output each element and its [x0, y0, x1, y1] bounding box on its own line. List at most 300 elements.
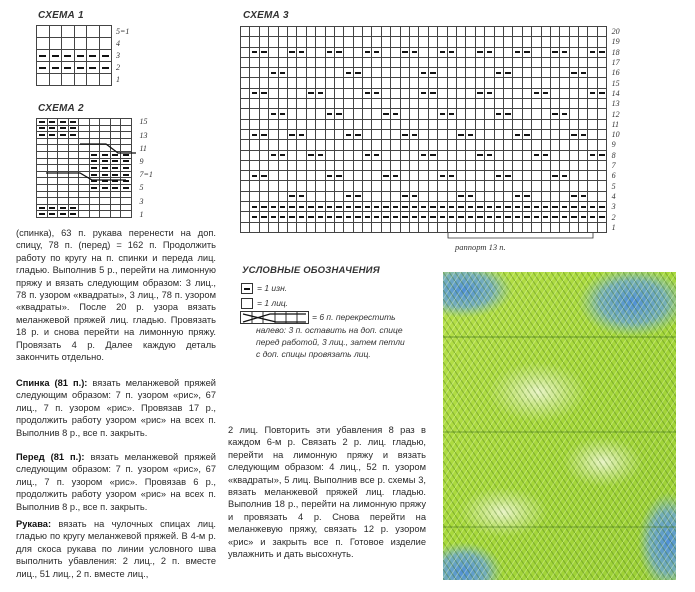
- knit-stitch-cell: [542, 109, 551, 119]
- knit-stitch-cell: [542, 130, 551, 140]
- purl-stitch-cell: [495, 202, 504, 212]
- knit-stitch-cell: [288, 120, 297, 130]
- knit-stitch-cell: [307, 109, 316, 119]
- knit-stitch-cell: [485, 120, 494, 130]
- purl-stitch-cell: [560, 109, 569, 119]
- knit-stitch-cell: [588, 161, 597, 171]
- purl-stitch-cell: [391, 202, 400, 212]
- knit-stitch-cell: [250, 181, 259, 191]
- purl-stitch-cell: [513, 192, 522, 202]
- knit-stitch-cell: [410, 161, 419, 171]
- knit-stitch-cell: [523, 37, 532, 47]
- row-number-label: 18: [611, 47, 620, 57]
- knit-stitch-cell: [542, 140, 551, 150]
- knit-stitch-cell: [513, 181, 522, 191]
- knit-stitch-cell: [307, 192, 316, 202]
- knit-stitch-cell: [476, 140, 485, 150]
- knit-stitch-cell: [438, 89, 447, 99]
- knit-stitch-cell: [513, 37, 522, 47]
- knit-stitch-cell: [354, 37, 363, 47]
- scheme2-title: СХЕМА 2: [38, 103, 84, 114]
- knit-stitch-cell: [401, 68, 410, 78]
- knit-stitch-cell: [307, 181, 316, 191]
- knit-stitch-cell: [419, 130, 428, 140]
- purl-stitch-cell: [372, 151, 381, 161]
- knit-stitch-cell: [410, 151, 419, 161]
- knit-stitch-cell: [372, 181, 381, 191]
- knit-stitch-cell: [241, 48, 250, 58]
- purl-stitch-cell: [476, 151, 485, 161]
- knit-stitch-cell: [570, 140, 579, 150]
- knit-stitch-cell: [335, 78, 344, 88]
- knit-stitch-cell: [457, 58, 466, 68]
- knit-stitch-cell: [372, 192, 381, 202]
- knit-stitch-cell: [532, 140, 541, 150]
- purl-stitch-cell: [466, 202, 475, 212]
- knit-stitch-cell: [382, 68, 391, 78]
- knit-stitch-cell: [457, 78, 466, 88]
- purl-stitch-cell: [326, 202, 335, 212]
- purl-stitch-cell: [419, 212, 428, 222]
- knit-stitch-cell: [476, 109, 485, 119]
- legend-knit-symbol: [241, 298, 253, 309]
- knit-stitch-cell: [75, 74, 88, 86]
- knit-stitch-cell: [438, 130, 447, 140]
- knit-stitch-cell: [391, 120, 400, 130]
- purl-stitch-cell: [438, 171, 447, 181]
- row-number-label: 12: [611, 109, 620, 119]
- legend-purl-text: = 1 изн.: [257, 283, 288, 293]
- purl-stitch-cell: [316, 151, 325, 161]
- knit-stitch-cell: [438, 99, 447, 109]
- knit-stitch-cell: [260, 161, 269, 171]
- purl-stitch-cell: [551, 171, 560, 181]
- knit-stitch-cell: [598, 68, 607, 78]
- knit-stitch-cell: [551, 181, 560, 191]
- knit-stitch-cell: [297, 89, 306, 99]
- knit-stitch-cell: [297, 161, 306, 171]
- knit-stitch-cell: [382, 58, 391, 68]
- knit-stitch-cell: [466, 99, 475, 109]
- purl-stitch-cell: [457, 212, 466, 222]
- purl-stitch-cell: [62, 50, 75, 62]
- purl-stitch-cell: [391, 171, 400, 181]
- row-number-label: 11: [611, 119, 619, 129]
- knit-stitch-cell: [344, 89, 353, 99]
- knit-stitch-cell: [513, 161, 522, 171]
- knit-stitch-cell: [551, 27, 560, 37]
- sleeve-text: вязать на чулочных спицах лиц. гладью по кругу меланжевой пряжей. В 4-м р. для скоса рукава по линии условного шва выполнить убавления: 2 лиц., 2 п. вместе лиц., 51 лиц., 2 п. вместе лиц.,: [16, 519, 216, 579]
- legend-knit-text: = 1 лиц.: [257, 298, 289, 308]
- knit-stitch-cell: [466, 151, 475, 161]
- knit-stitch-cell: [485, 171, 494, 181]
- knit-stitch-cell: [297, 120, 306, 130]
- purl-stitch-cell: [344, 192, 353, 202]
- row-number-label: 7=1: [139, 170, 153, 180]
- knit-stitch-cell: [335, 181, 344, 191]
- knit-stitch-cell: [354, 181, 363, 191]
- knit-stitch-cell: [354, 109, 363, 119]
- knit-stitch-cell: [457, 161, 466, 171]
- knit-stitch-cell: [401, 120, 410, 130]
- knit-stitch-cell: [476, 68, 485, 78]
- purl-stitch-cell: [523, 202, 532, 212]
- knit-stitch-cell: [37, 26, 50, 38]
- knit-stitch-cell: [279, 78, 288, 88]
- back-text: вязать меланжевой пряжей следующим образом: 7 п. узором «рис», 67 лиц., 7 п. узором «рис». Провязав 17 р., продолжить работу узором «рис» на всех п. Выполнив 8 р., все п. закрыть.: [16, 378, 216, 438]
- knit-stitch-cell: [401, 78, 410, 88]
- purl-stitch-cell: [560, 171, 569, 181]
- knit-stitch-cell: [513, 68, 522, 78]
- knit-stitch-cell: [269, 130, 278, 140]
- knit-stitch-cell: [250, 78, 259, 88]
- knit-stitch-cell: [410, 181, 419, 191]
- purl-stitch-cell: [448, 109, 457, 119]
- knit-stitch-cell: [307, 37, 316, 47]
- knit-stitch-cell: [307, 171, 316, 181]
- purl-stitch-cell: [288, 48, 297, 58]
- knit-stitch-cell: [279, 120, 288, 130]
- row-number-label: 11: [139, 143, 147, 153]
- purl-stitch-cell: [344, 130, 353, 140]
- knit-stitch-cell: [532, 109, 541, 119]
- knit-stitch-cell: [260, 120, 269, 130]
- purl-stitch-cell: [307, 89, 316, 99]
- knit-stitch-cell: [438, 181, 447, 191]
- knit-stitch-cell: [438, 68, 447, 78]
- knit-stitch-cell: [260, 37, 269, 47]
- legend-purl-symbol: [241, 283, 253, 294]
- knit-stitch-cell: [551, 161, 560, 171]
- knit-stitch-cell: [344, 140, 353, 150]
- knit-stitch-cell: [560, 140, 569, 150]
- knit-stitch-cell: [504, 37, 513, 47]
- knit-stitch-cell: [307, 99, 316, 109]
- knit-stitch-cell: [326, 120, 335, 130]
- knit-stitch-cell: [269, 120, 278, 130]
- purl-stitch-cell: [513, 130, 522, 140]
- row-number-label: 5=1: [116, 27, 130, 36]
- knit-stitch-cell: [372, 99, 381, 109]
- row-number-label: 9: [139, 156, 144, 166]
- knit-stitch-cell: [250, 68, 259, 78]
- legend-cross-desc-2: перед работой, 3 лиц., затем петли: [256, 337, 405, 347]
- purl-stitch-cell: [87, 62, 100, 74]
- knit-stitch-cell: [532, 120, 541, 130]
- purl-stitch-cell: [513, 202, 522, 212]
- knit-stitch-cell: [495, 58, 504, 68]
- row-number-label: 16: [611, 68, 620, 78]
- purl-stitch-cell: [466, 130, 475, 140]
- knit-stitch-cell: [551, 68, 560, 78]
- knit-stitch-cell: [523, 161, 532, 171]
- purl-stitch-cell: [410, 202, 419, 212]
- row-number-label: 13: [139, 130, 148, 140]
- knit-stitch-cell: [551, 78, 560, 88]
- knit-stitch-cell: [297, 78, 306, 88]
- knit-stitch-cell: [448, 27, 457, 37]
- knit-texture: [443, 272, 676, 580]
- knit-stitch-cell: [513, 171, 522, 181]
- purl-stitch-cell: [485, 89, 494, 99]
- knit-stitch-cell: [372, 78, 381, 88]
- legend-cross-symbol: [240, 311, 310, 325]
- knit-stitch-cell: [476, 27, 485, 37]
- knit-stitch-cell: [410, 27, 419, 37]
- knit-stitch-cell: [382, 181, 391, 191]
- knit-stitch-cell: [382, 120, 391, 130]
- scheme2-cable-lines: [36, 118, 136, 218]
- knit-stitch-cell: [448, 120, 457, 130]
- purl-stitch-cell: [75, 62, 88, 74]
- knit-stitch-cell: [372, 171, 381, 181]
- knit-stitch-cell: [382, 27, 391, 37]
- knit-stitch-cell: [513, 78, 522, 88]
- knit-stitch-cell: [382, 192, 391, 202]
- knit-stitch-cell: [372, 161, 381, 171]
- purl-stitch-cell: [37, 50, 50, 62]
- knit-stitch-cell: [570, 99, 579, 109]
- scheme3-title: СХЕМА 3: [243, 10, 289, 21]
- knit-stitch-cell: [279, 89, 288, 99]
- purl-stitch-cell: [419, 202, 428, 212]
- purl-stitch-cell: [372, 89, 381, 99]
- knit-stitch-cell: [513, 99, 522, 109]
- purl-stitch-cell: [87, 50, 100, 62]
- knit-stitch-cell: [401, 151, 410, 161]
- purl-stitch-cell: [438, 202, 447, 212]
- knit-stitch-cell: [598, 171, 607, 181]
- knit-stitch-cell: [579, 140, 588, 150]
- knit-stitch-cell: [307, 161, 316, 171]
- knit-stitch-cell: [570, 89, 579, 99]
- knit-stitch-cell: [363, 192, 372, 202]
- knit-stitch-cell: [269, 27, 278, 37]
- knit-stitch-cell: [476, 37, 485, 47]
- knit-stitch-cell: [391, 89, 400, 99]
- knit-stitch-cell: [560, 151, 569, 161]
- knit-stitch-cell: [260, 58, 269, 68]
- knit-stitch-cell: [410, 78, 419, 88]
- knit-stitch-cell: [485, 58, 494, 68]
- knit-stitch-cell: [457, 109, 466, 119]
- knit-stitch-cell: [448, 151, 457, 161]
- knit-stitch-cell: [551, 130, 560, 140]
- knit-stitch-cell: [288, 78, 297, 88]
- knit-stitch-cell: [316, 48, 325, 58]
- knit-stitch-cell: [419, 161, 428, 171]
- knit-stitch-cell: [241, 140, 250, 150]
- knit-stitch-cell: [241, 120, 250, 130]
- knit-stitch-cell: [598, 37, 607, 47]
- purl-stitch-cell: [354, 212, 363, 222]
- knit-stitch-cell: [542, 161, 551, 171]
- purl-stitch-cell: [438, 48, 447, 58]
- purl-stitch-cell: [363, 48, 372, 58]
- legend-cross-desc-1: налево: 3 п. оставить на доп. спице: [256, 325, 403, 335]
- knit-stitch-cell: [250, 109, 259, 119]
- knit-stitch-cell: [570, 78, 579, 88]
- purl-stitch-cell: [579, 68, 588, 78]
- knit-stitch-cell: [401, 37, 410, 47]
- purl-stitch-cell: [344, 68, 353, 78]
- purl-stitch-cell: [504, 68, 513, 78]
- purl-stitch-cell: [279, 68, 288, 78]
- knit-stitch-cell: [326, 99, 335, 109]
- knit-stitch-cell: [326, 192, 335, 202]
- knit-stitch-cell: [466, 68, 475, 78]
- purl-stitch-cell: [466, 212, 475, 222]
- purl-stitch-cell: [579, 192, 588, 202]
- knit-stitch-cell: [513, 58, 522, 68]
- knit-stitch-cell: [316, 58, 325, 68]
- knit-stitch-cell: [279, 58, 288, 68]
- knit-stitch-cell: [513, 151, 522, 161]
- knit-stitch-cell: [363, 161, 372, 171]
- knit-stitch-cell: [250, 140, 259, 150]
- purl-stitch-cell: [476, 89, 485, 99]
- knit-stitch-cell: [269, 58, 278, 68]
- knit-stitch-cell: [316, 161, 325, 171]
- knit-stitch-cell: [598, 192, 607, 202]
- knit-stitch-cell: [363, 78, 372, 88]
- knit-stitch-cell: [485, 68, 494, 78]
- knit-stitch-cell: [410, 120, 419, 130]
- knit-stitch-cell: [551, 120, 560, 130]
- knit-stitch-cell: [279, 161, 288, 171]
- purl-stitch-cell: [50, 62, 63, 74]
- knit-stitch-cell: [429, 192, 438, 202]
- purl-stitch-cell: [250, 130, 259, 140]
- knit-stitch-cell: [457, 171, 466, 181]
- knit-stitch-cell: [241, 130, 250, 140]
- knit-stitch-cell: [363, 171, 372, 181]
- knit-stitch-cell: [476, 192, 485, 202]
- knit-stitch-cell: [260, 192, 269, 202]
- purl-stitch-cell: [579, 130, 588, 140]
- purl-stitch-cell: [269, 68, 278, 78]
- knit-stitch-cell: [598, 99, 607, 109]
- knit-stitch-cell: [504, 161, 513, 171]
- knit-stitch-cell: [570, 58, 579, 68]
- purl-stitch-cell: [532, 151, 541, 161]
- purl-stitch-cell: [598, 212, 607, 222]
- knit-stitch-cell: [250, 58, 259, 68]
- knit-stitch-cell: [372, 68, 381, 78]
- knit-stitch-cell: [560, 130, 569, 140]
- knit-stitch-cell: [466, 181, 475, 191]
- purl-stitch-cell: [297, 202, 306, 212]
- knit-stitch-cell: [438, 161, 447, 171]
- knit-stitch-cell: [588, 109, 597, 119]
- purl-stitch-cell: [560, 212, 569, 222]
- row-number-label: 7: [611, 161, 616, 171]
- knit-stitch-cell: [419, 58, 428, 68]
- knit-stitch-cell: [579, 99, 588, 109]
- knit-stitch-cell: [495, 140, 504, 150]
- knit-stitch-cell: [419, 48, 428, 58]
- knit-stitch-cell: [363, 27, 372, 37]
- row-number-label: 6: [611, 171, 616, 181]
- knit-stitch-cell: [372, 120, 381, 130]
- knit-stitch-cell: [50, 38, 63, 50]
- purl-stitch-cell: [326, 171, 335, 181]
- knit-stitch-cell: [551, 140, 560, 150]
- knit-stitch-cell: [532, 161, 541, 171]
- knit-stitch-cell: [363, 140, 372, 150]
- purl-stitch-cell: [372, 48, 381, 58]
- knit-stitch-cell: [279, 99, 288, 109]
- knit-stitch-cell: [335, 37, 344, 47]
- knit-stitch-cell: [551, 151, 560, 161]
- knit-stitch-cell: [419, 181, 428, 191]
- knit-stitch-cell: [523, 140, 532, 150]
- purl-stitch-cell: [476, 202, 485, 212]
- knit-stitch-cell: [62, 38, 75, 50]
- purl-stitch-cell: [391, 109, 400, 119]
- knit-stitch-cell: [448, 37, 457, 47]
- knit-stitch-cell: [241, 192, 250, 202]
- knit-stitch-cell: [457, 27, 466, 37]
- purl-stitch-cell: [279, 109, 288, 119]
- knit-stitch-cell: [344, 78, 353, 88]
- knit-stitch-cell: [448, 99, 457, 109]
- knit-stitch-cell: [542, 171, 551, 181]
- knit-stitch-cell: [241, 171, 250, 181]
- purl-stitch-cell: [570, 202, 579, 212]
- purl-stitch-cell: [269, 212, 278, 222]
- knit-stitch-cell: [87, 26, 100, 38]
- knit-stitch-cell: [542, 181, 551, 191]
- knit-stitch-cell: [560, 68, 569, 78]
- knit-stitch-cell: [560, 58, 569, 68]
- knit-stitch-cell: [391, 37, 400, 47]
- purl-stitch-cell: [551, 202, 560, 212]
- knit-stitch-cell: [598, 181, 607, 191]
- purl-stitch-cell: [476, 48, 485, 58]
- instructions-sleeve: [16, 518, 216, 580]
- purl-stitch-cell: [326, 48, 335, 58]
- knit-stitch-cell: [372, 37, 381, 47]
- knit-stitch-cell: [401, 58, 410, 68]
- knit-stitch-cell: [523, 78, 532, 88]
- purl-stitch-cell: [448, 48, 457, 58]
- knit-stitch-cell: [588, 140, 597, 150]
- knit-stitch-cell: [87, 74, 100, 86]
- knit-stitch-cell: [504, 48, 513, 58]
- knit-stitch-cell: [410, 109, 419, 119]
- knit-stitch-cell: [495, 48, 504, 58]
- knit-stitch-cell: [363, 130, 372, 140]
- knit-stitch-cell: [241, 27, 250, 37]
- purl-stitch-cell: [532, 202, 541, 212]
- knit-stitch-cell: [288, 37, 297, 47]
- knit-stitch-cell: [316, 27, 325, 37]
- knit-stitch-cell: [335, 120, 344, 130]
- knit-stitch-cell: [316, 171, 325, 181]
- purl-stitch-cell: [504, 171, 513, 181]
- knit-stitch-cell: [354, 27, 363, 37]
- purl-stitch-cell: [335, 202, 344, 212]
- knit-stitch-cell: [241, 181, 250, 191]
- knit-stitch-cell: [391, 140, 400, 150]
- knit-stitch-cell: [588, 171, 597, 181]
- knit-stitch-cell: [588, 120, 597, 130]
- purl-stitch-cell: [410, 130, 419, 140]
- knit-stitch-cell: [588, 181, 597, 191]
- knit-stitch-cell: [335, 130, 344, 140]
- purl-stitch-cell: [448, 202, 457, 212]
